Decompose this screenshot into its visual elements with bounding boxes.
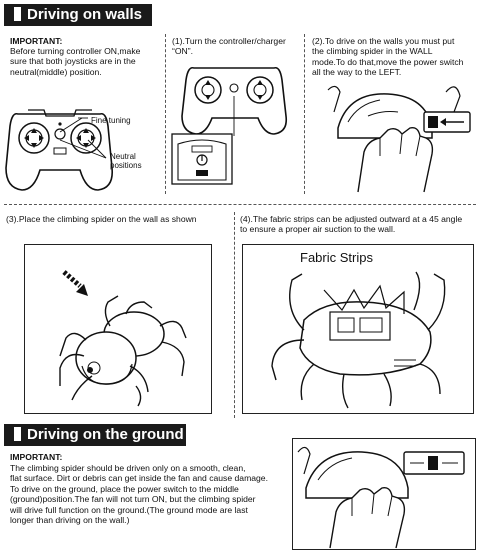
direction-arrow-icon [64,272,88,296]
section-title-ground: Driving on the ground [27,426,184,443]
divider-vertical-1 [165,34,166,194]
hand-switch-icon [328,82,476,192]
fabric-strips-label: Fabric Strips [300,250,373,265]
step4-text: (4).The fabric strips can be adjusted outward at a 45 angle to ensure a proper air suction to the wall. [240,214,463,235]
important-label: IMPORTANT: [10,36,63,46]
divider-vertical-3 [234,212,235,418]
ground-important-text: The climbing spider should be driven only on a smooth, clean, flat surface. Dirt or debris can get inside the fan and cause damage. To drive on the ground, place the power switch to the middle (ground)position.The fan will not turn ON, but the climbing spider will drive full function on the ground.(The ground mode are last longer than driving on the wall.) [10,463,268,526]
fine-tuning-label: Fine tuning [91,116,131,125]
hand-switch-ground-icon [296,442,474,548]
spider-underside-icon [244,270,472,412]
step3-text: (3).Place the climbing spider on the wall as shown [6,214,197,224]
neutral-positions-label: Neutral positions [110,152,142,170]
controller-on-icon [180,60,290,186]
ground-important-label: IMPORTANT: [10,452,63,462]
fine-tuning-pointer [60,110,120,140]
header-bar-icon [14,7,21,21]
important-text: Before turning controller ON,make sure that both joysticks are in the neutral(middle) position. [10,46,141,77]
divider-horizontal-1 [4,204,476,205]
header-bar-icon-2 [14,427,21,441]
step1-text: (1).Turn the controller/charger “ON”. [172,36,286,57]
spider-on-wall-icon [26,246,210,412]
section-header-ground [4,424,186,446]
section-title-walls: Driving on walls [27,6,143,23]
step2-text: (2).To drive on the walls you must put the climbing spider in the WALL mode.To do that,move the power switch all the way to the LEFT. [312,36,464,78]
section-header-walls [4,4,152,26]
divider-vertical-2 [304,34,305,194]
